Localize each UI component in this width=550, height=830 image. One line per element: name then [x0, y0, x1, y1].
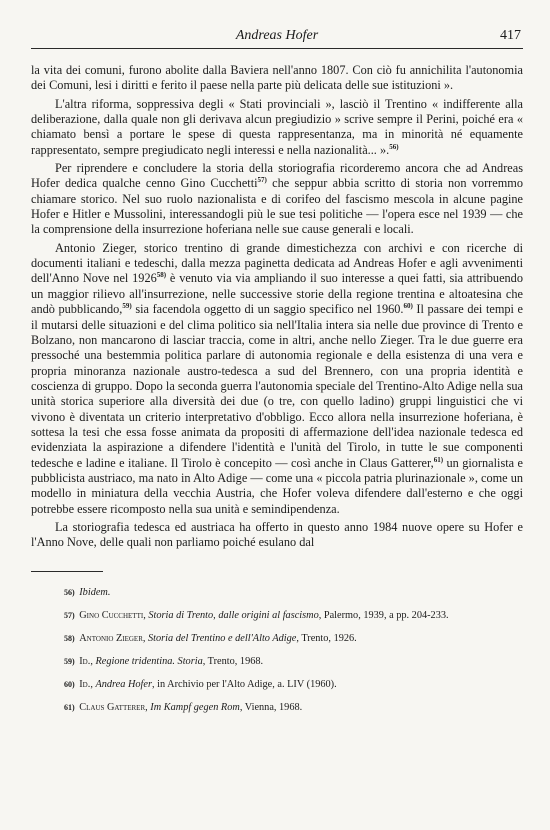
- footnote: 61) Claus Gatterer, Im Kampf gegen Rom, Vienna, 1968.: [64, 701, 303, 713]
- footnote: 59) Id., Regione tridentina. Storia, Trento, 1968.: [64, 655, 264, 667]
- paragraph: Per riprendere e concludere la storia della storiografia ricorderemo ancora che ad Andreas Hofer dedica qualche cenno Gino Cucchetti$^{57)}$ che seppur abbia scritto di storia non vorremmo chiamare storico. Nel suo ruolo nazionalista e di corifeo del fascismo mescola in alcune pagine Hofer e Hitler e Mussolini, interessandogli più le sue tesi politiche — l'opera esce nel 1939 — che la comprensione della insurrezione hoferiana nelle sue cause generali e locali.: [31, 161, 523, 237]
- footnote-ref: 60): [403, 302, 413, 311]
- footnote: 57) Gino Cucchetti, Storia di Trento, dalle origini al fascismo, Palermo, 1939, a pp. 204-233.: [64, 609, 449, 621]
- running-header: [31, 26, 523, 49]
- footnote-ref: 61): [433, 455, 444, 464]
- paragraph: La storiografia tedesca ed austriaca ha offerto in questo anno 1984 nuove opere su Hofer e l'Anno Nove, delle quali non parliamo poiché esulano dal: [31, 519, 523, 550]
- paragraph: L'altra riforma, soppressiva degli « Stati provinciali », lasciò il Trentino « indifferente alla deliberazione, dalla quale non gli derivava alcun pregiudizio » scrive sempre il Perini, poiché era « chiamato bensì a portare le spese di questa rappresentanza, ma in minorità né equamente rappresentato, sempre pregiudicato negli interessi e nella nazionalità... ».$^{56)}$: [31, 96, 523, 157]
- footnote-ref: 58): [156, 271, 167, 280]
- footnote: 58) Antonio Zieger, Storia del Trentino e dell'Alto Adige, Trento, 1926.: [64, 632, 357, 644]
- footnote-separator: [31, 571, 103, 572]
- paragraph: la vita dei comuni, furono abolite dalla Baviera nell'anno 1807. Con ciò fu annichilita l'autonomia dei Comuni, lesi i diritti e ferito il paese nella parte più delicata delle sue istituzioni ».: [31, 63, 523, 93]
- body-text: [31, 63, 523, 551]
- footnote-ref: 57): [257, 176, 267, 185]
- footnote: 60) Id., Andrea Hofer, in Archivio per l'Alto Adige, a. LIV (1960).: [64, 678, 337, 690]
- footnotes: [31, 584, 523, 716]
- running-title: Andreas Hofer: [235, 28, 319, 43]
- footnote-ref: 59): [122, 302, 132, 311]
- footnote-ref: 56): [389, 142, 399, 151]
- page-number: 417: [500, 28, 521, 43]
- paragraph: Antonio Zieger, storico trentino di grande dimestichezza con archivi e con ricerche di documenti italiani e tedeschi, dalla mezza paginetta dedicata ad Andreas Hofer e agli avvenimenti dell'Anno Nove nel 1926$^{58)}$ è venuto via via ampliando il suo interesse a quei fatti, sia attribuendo un maggior rilievo all'insurrezione, nelle successive storie della regione trentina e altoatesina che andò pubblicando,$^{59)}$ sia facendola oggetto di un saggio specifico nel 1960.$^{60)}$ Il passare dei tempi e il mutarsi delle situazioni e del clima politico sia nell'Italia intera sia nelle due province di Trento e Bolzano, non mancarono di lasciar traccia, come in altri, anche nello Zieger. Tra le due guerre era pressoché una bestemmia politica parlare di autonomia regionale e della esistenza di una vera e propria minoranza nazionale austro-tedesca a sud del Brennero, con una propria identità e coscienza di gruppo. Dopo la seconda guerra l'autonomia speciale del Trentino-Alto Adige nella sua unità storica superiore alla diversità dei due (o tre, con quello ladino) gruppi linguistici che vi vivono è diventata un criterio interpretativo d'obbligo. Ecco allora nella insurrezione hoferiana, è sottesa la tesi che essa fosse animata da propositi di affermazione dell'idea nazionale tedesca ed evidenziata la aspirazione a difendere l'identità e l'unità del Tirolo, in tutte le sue componenti tedesche e ladine e italiane. Il Tirolo è concepito — così anche in Claus Gatterer,$^{61)}$ un giornalista e pubblicista austriaco, ma nato in Alto Adige — come una « piccola patria plurinazionale », come un modello in miniatura della vecchia Austria, che Hofer voleva difendere dall'esterno e che oggi potrebbe essere ricomposto nella sua unità e semindipendenza.: [31, 240, 524, 516]
- footnote: 56) Ibidem.: [64, 586, 111, 598]
- book-page: [31, 26, 523, 722]
